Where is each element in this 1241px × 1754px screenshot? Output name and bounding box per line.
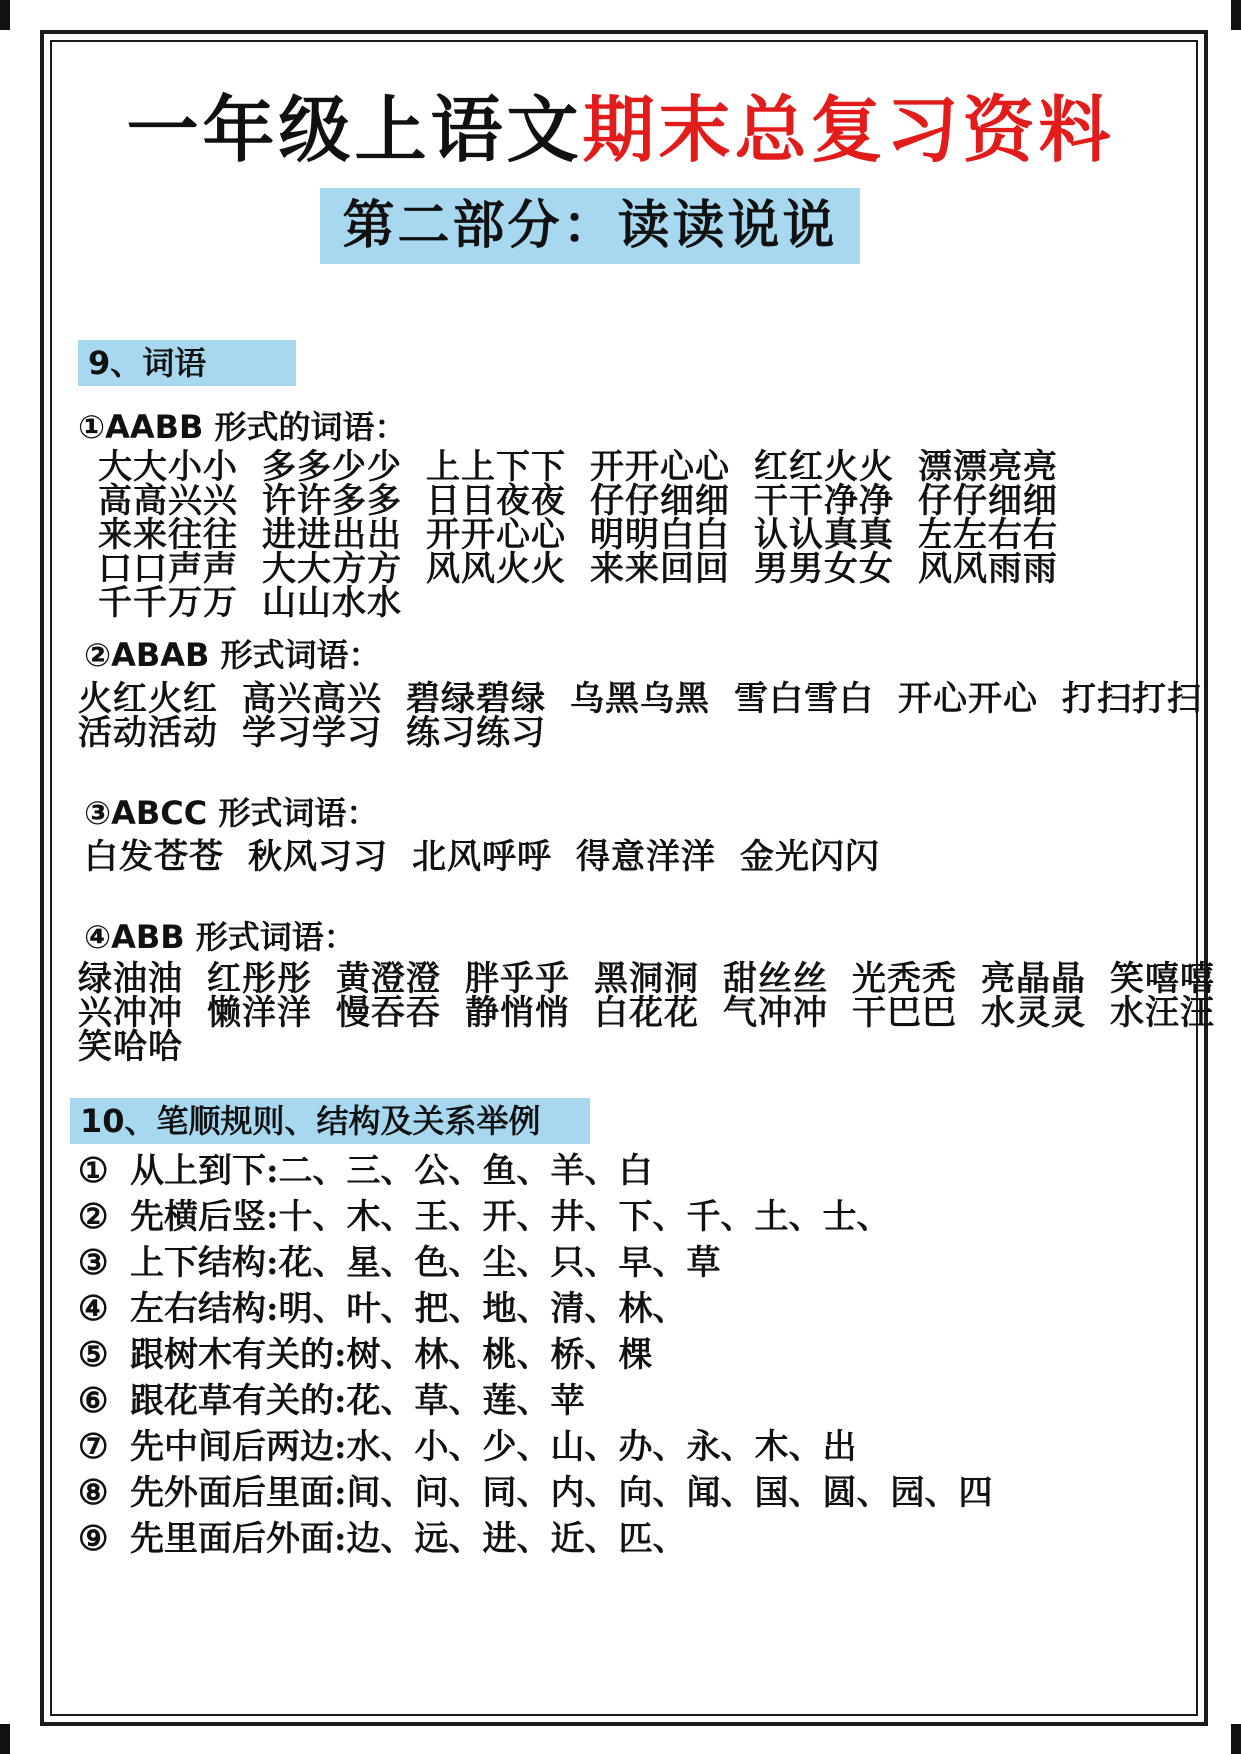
word-item: 兴冲冲: [78, 993, 183, 1033]
word-item: 漂漂亮亮: [918, 447, 1058, 487]
rule-number: ⑦: [78, 1427, 109, 1467]
rule-number: ①: [78, 1151, 109, 1191]
rule-text: 先横后竖:十、木、王、开、井、下、千、土、士、: [130, 1197, 891, 1237]
word-item: 风风火火: [426, 549, 566, 589]
word-item: 北风呼呼: [412, 837, 552, 877]
abcc-words: [84, 837, 904, 877]
rules-list: [78, 1148, 993, 1562]
word-item: 大大方方: [262, 549, 402, 589]
rule-text: 左右结构:明、叶、把、地、清、林、: [130, 1289, 687, 1329]
rule-text: 跟花草有关的:花、草、莲、苹: [130, 1381, 585, 1421]
word-row: [78, 993, 1239, 1033]
word-item: 打扫打扫: [1062, 679, 1202, 719]
rule-item: [78, 1194, 993, 1240]
word-row: [98, 583, 1082, 623]
abab-heading: ②ABAB 形式词语：: [84, 636, 381, 674]
word-row: [78, 679, 1226, 719]
word-item: 黄澄澄: [336, 959, 441, 999]
rule-number: ④: [78, 1289, 109, 1329]
word-item: 得意洋洋: [576, 837, 716, 877]
corner-mark-bottom-left: [0, 1724, 10, 1754]
abb-words: [78, 959, 1239, 1067]
page-title: [0, 72, 1241, 176]
rule-number: ⑤: [78, 1335, 109, 1375]
rule-text: 上下结构:花、星、色、尘、只、早、草: [130, 1243, 721, 1283]
word-item: 笑嘻嘻: [1110, 959, 1215, 999]
word-item: 火红火红: [78, 679, 218, 719]
word-row: [78, 713, 1226, 753]
word-item: 进进出出: [262, 515, 402, 555]
word-item: 懒洋洋: [207, 993, 312, 1033]
section-9-heading: 9、词语: [78, 340, 296, 386]
word-item: 慢吞吞: [336, 993, 441, 1033]
word-item: 学习学习: [242, 713, 382, 753]
word-item: 练习练习: [406, 713, 546, 753]
rule-item: [78, 1516, 993, 1562]
rule-text: 先里面后外面:边、远、进、近、匹、: [130, 1519, 687, 1559]
rule-item: [78, 1286, 993, 1332]
rule-item: [78, 1424, 993, 1470]
word-item: 多多少少: [262, 447, 402, 487]
word-item: 左左右右: [918, 515, 1058, 555]
word-item: 水灵灵: [981, 993, 1086, 1033]
rule-number: ③: [78, 1243, 109, 1283]
word-item: 金光闪闪: [740, 837, 880, 877]
rule-number: ⑨: [78, 1519, 109, 1559]
word-item: 仔仔细细: [590, 481, 730, 521]
word-item: 光秃秃: [852, 959, 957, 999]
corner-mark-top-left: [0, 0, 10, 30]
word-item: 活动活动: [78, 713, 218, 753]
word-item: 绿油油: [78, 959, 183, 999]
word-item: 上上下下: [426, 447, 566, 487]
rule-text: 先外面后里面:间、问、同、内、向、闻、国、圆、园、四: [130, 1473, 993, 1513]
word-item: 大大小小: [98, 447, 238, 487]
title-part-red: 期末总复习资料: [582, 88, 1115, 172]
word-item: 静悄悄: [465, 993, 570, 1033]
word-item: 干干净净: [754, 481, 894, 521]
rule-text: 从上到下:二、三、公、鱼、羊、白: [130, 1151, 653, 1191]
word-item: 笑哈哈: [78, 1027, 183, 1067]
word-item: 白发苍苍: [84, 837, 224, 877]
section-10-heading: 10、笔顺规则、结构及关系举例: [70, 1098, 590, 1144]
rule-item: [78, 1148, 993, 1194]
section-banner: 第二部分：读读说说: [320, 188, 860, 264]
abab-words: [78, 679, 1226, 753]
abb-heading: ④ABB 形式词语：: [84, 918, 356, 956]
word-item: 来来往往: [98, 515, 238, 555]
word-item: 山山水水: [262, 583, 402, 623]
aabb-words: [98, 447, 1082, 623]
rule-text: 先中间后两边:水、小、少、山、办、永、木、出: [130, 1427, 857, 1467]
rule-number: ②: [78, 1197, 109, 1237]
word-item: 开开心心: [426, 515, 566, 555]
word-item: 口口声声: [98, 549, 238, 589]
rule-number: ⑧: [78, 1473, 109, 1513]
word-item: 开心开心: [898, 679, 1038, 719]
word-row: [84, 837, 904, 877]
word-item: 来来回回: [590, 549, 730, 589]
word-item: 红彤彤: [207, 959, 312, 999]
word-item: 高兴高兴: [242, 679, 382, 719]
word-item: 仔仔细细: [918, 481, 1058, 521]
word-item: 日日夜夜: [426, 481, 566, 521]
word-item: 开开心心: [590, 447, 730, 487]
corner-mark-top-right: [1231, 0, 1241, 30]
word-item: 男男女女: [754, 549, 894, 589]
word-item: 明明白白: [590, 515, 730, 555]
rule-item: [78, 1332, 993, 1378]
word-row: [98, 447, 1082, 487]
rule-number: ⑥: [78, 1381, 109, 1421]
word-item: 干巴巴: [852, 993, 957, 1033]
rule-item: [78, 1470, 993, 1516]
word-item: 碧绿碧绿: [406, 679, 546, 719]
word-item: 认认真真: [754, 515, 894, 555]
word-item: 风风雨雨: [918, 549, 1058, 589]
word-item: 水汪汪: [1110, 993, 1215, 1033]
title-part-black: 一年级上语文: [126, 88, 583, 172]
word-row: [98, 481, 1082, 521]
aabb-heading: ①AABB 形式的词语：: [78, 408, 407, 446]
word-item: 红红火火: [754, 447, 894, 487]
word-item: 黑洞洞: [594, 959, 699, 999]
word-item: 高高兴兴: [98, 481, 238, 521]
word-item: 气冲冲: [723, 993, 828, 1033]
word-item: 雪白雪白: [734, 679, 874, 719]
rule-item: [78, 1378, 993, 1424]
abcc-heading: ③ABCC 形式词语：: [84, 794, 379, 832]
word-row: [98, 515, 1082, 555]
word-item: 胖乎乎: [465, 959, 570, 999]
word-item: 甜丝丝: [723, 959, 828, 999]
word-item: 乌黑乌黑: [570, 679, 710, 719]
word-row: [98, 549, 1082, 589]
corner-mark-bottom-right: [1231, 1724, 1241, 1754]
word-item: 许许多多: [262, 481, 402, 521]
rule-item: [78, 1240, 993, 1286]
word-row: [78, 1027, 1239, 1067]
rule-text: 跟树木有关的:树、林、桃、桥、棵: [130, 1335, 653, 1375]
word-item: 白花花: [594, 993, 699, 1033]
word-item: 亮晶晶: [981, 959, 1086, 999]
word-item: 千千万万: [98, 583, 238, 623]
word-row: [78, 959, 1239, 999]
word-item: 秋风习习: [248, 837, 388, 877]
